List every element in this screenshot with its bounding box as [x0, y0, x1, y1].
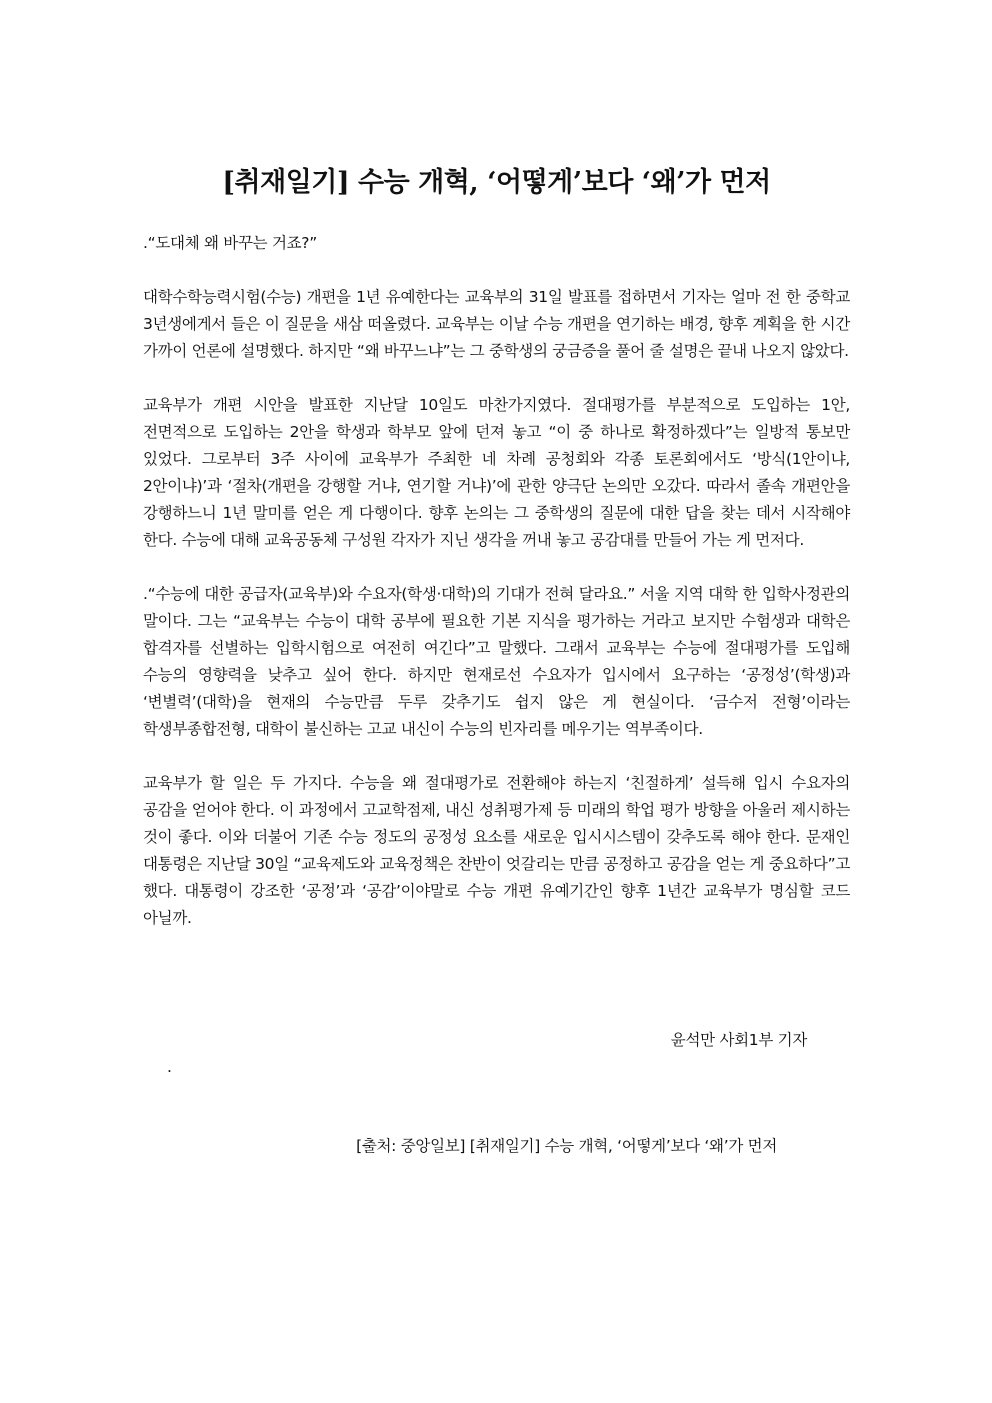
article-lead-quote: .“도대체 왜 바꾸는 거죠?” [143, 234, 317, 252]
article-source-line: [출처: 중앙일보] [취재일기] 수능 개혁, ‘어떻게’보다 ‘왜’가 먼저 [356, 1137, 777, 1155]
article-paragraph-3: .“수능에 대한 공급자(교육부)와 수요자(학생·대학)의 기대가 전혀 달라요.” 서울 지역 대학 한 입학사정관의 말이다. 그는 “교육부는 수능이 대학 공부에 필요한 기본 지식을 평가하는 거라고 보지만 수험생과 대학은 합격자를 선별하는 입학시험으로 여전히 여긴다”고 말했다. 그래서 교육부는 수능에 절대평가를 도입해 수능의 영향력을 낮추고 싶어 한다. 하지만 현재로선 수요자가 입시에서 요구하는 ‘공정성’(학생)과 ‘변별력’(대학)을 현재의 수능만큼 두루 갖추기도 쉽지 않은 게 현실이다. ‘금수저 전형’이라는 학생부종합전형, 대학이 불신하는 고교 내신이 수능의 빈자리를 메우기는 역부족이다. [143, 585, 850, 738]
article-paragraph-4: 교육부가 할 일은 두 가지다. 수능을 왜 절대평가로 전환해야 하는지 ‘친절하게’ 설득해 입시 수요자의 공감을 얻어야 한다. 이 과정에서 고교학점제, 내신 성취평가제 등 미래의 학업 평가 방향을 아울러 제시하는 것이 좋다. 이와 더불어 기존 수능 정도의 공정성 요소를 새로운 입시시스템이 갖추도록 해야 한다. 문재인 대통령은 지난달 30일 “교육제도와 교육정책은 찬반이 엇갈리는 만큼 공정하고 공감을 얻는 게 중요하다”고 했다. 대통령이 강조한 ‘공정’과 ‘공감’이야말로 수능 개편 유예기간인 향후 1년간 교육부가 명심할 코드 아닐까. [143, 774, 850, 927]
article-title: [취재일기] 수능 개혁, ‘어떻게’보다 ‘왜’가 먼저 [222, 167, 771, 198]
stray-period: . [167, 1058, 172, 1076]
article-paragraph-2: 교육부가 개편 시안을 발표한 지난달 10일도 마찬가지였다. 절대평가를 부분적으로 도입하는 1안, 전면적으로 도입하는 2안을 학생과 학부모 앞에 던져 놓고 “이 중 하나로 확정하겠다”는 일방적 통보만 있었다. 그로부터 3주 사이에 교육부가 주최한 네 차례 공청회와 각종 토론회에서도 ‘방식(1안이냐, 2안이냐)’과 ‘절차(개편을 강행할 거냐, 연기할 거냐)’에 관한 양극단 논의만 오갔다. 따라서 졸속 개편안을 강행하느니 1년 말미를 얻은 게 다행이다. 향후 논의는 그 중학생의 질문에 대한 답을 찾는 데서 시작해야 한다. 수능에 대해 교육공동체 구성원 각자가 지닌 생각을 꺼내 놓고 공감대를 만들어 가는 게 먼저다. [143, 396, 850, 549]
article-body [143, 230, 850, 959]
article-paragraph-1: 대학수학능력시험(수능) 개편을 1년 유예한다는 교육부의 31일 발표를 접하면서 기자는 얼마 전 한 중학교 3년생에게서 들은 이 질문을 새삼 떠올렸다. 교육부는 이날 수능 개편을 연기하는 배경, 향후 계획을 한 시간 가까이 언론에 설명했다. 하지만 “왜 바꾸느냐”는 그 중학생의 궁금증을 풀어 줄 설명은 끝내 나오지 않았다. [143, 288, 850, 360]
article-byline: 윤석만 사회1부 기자 [670, 1031, 807, 1049]
